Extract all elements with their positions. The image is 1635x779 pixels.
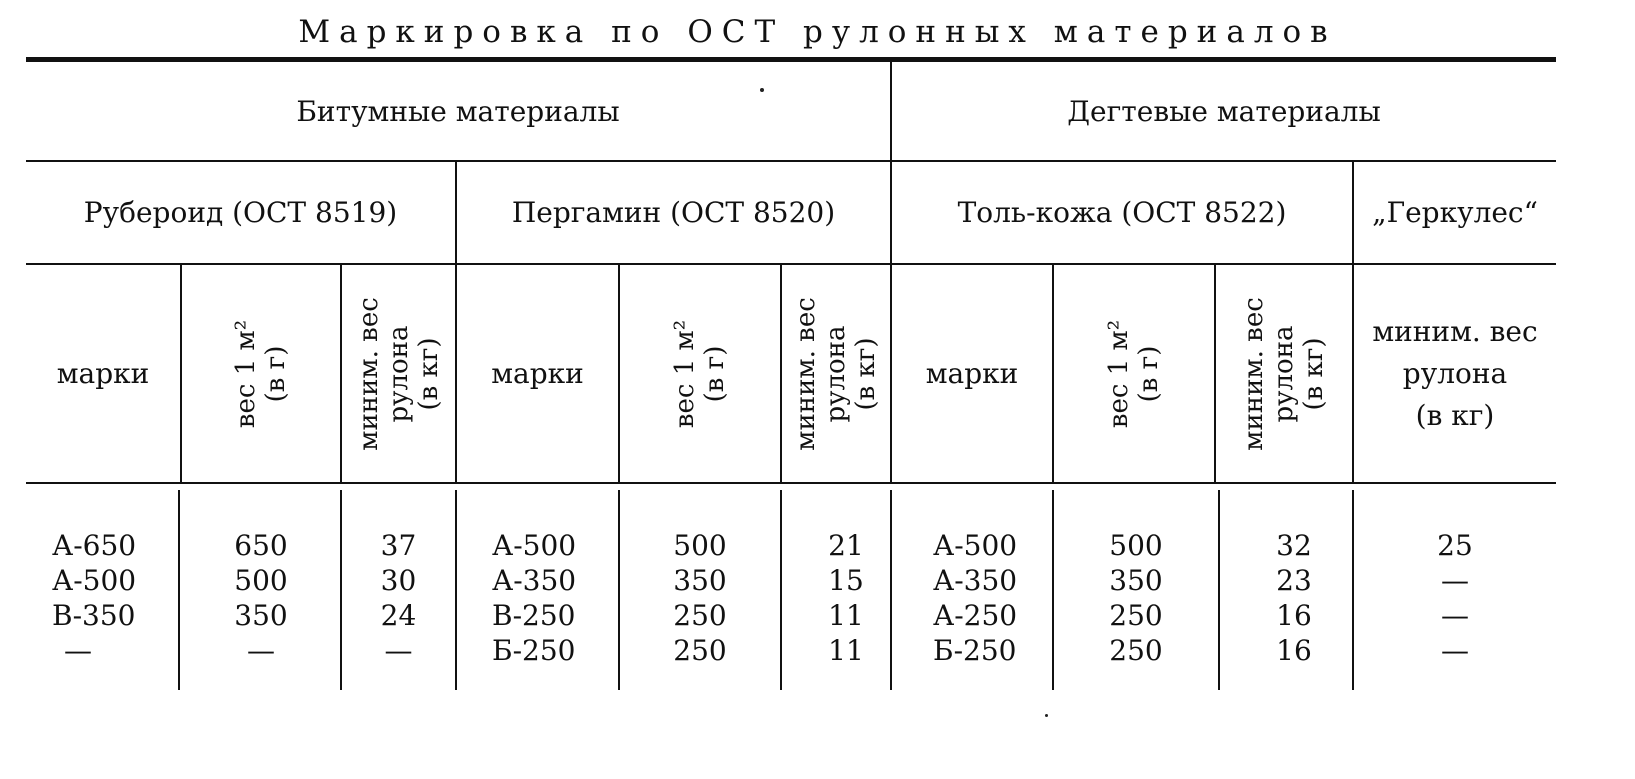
material-header-tol: Толь-кожа (ОСТ 8522)	[957, 196, 1287, 229]
col-header-marks: марки	[56, 357, 150, 390]
pergamin-weight-column	[620, 528, 780, 668]
table-cell: 250	[1109, 634, 1163, 667]
table-cell: —	[384, 634, 413, 667]
table-cell: 30	[380, 564, 417, 597]
table-cell: 250	[673, 599, 727, 632]
pergamin-minroll-column	[782, 528, 890, 668]
data-divider-3	[455, 490, 457, 690]
ruberoid-minroll-column	[342, 528, 455, 668]
table-cell: А-350	[933, 564, 1018, 597]
table-cell: —	[64, 634, 92, 667]
col-header-marks: марки	[491, 357, 584, 390]
col-header-marks: марки	[925, 357, 1019, 390]
table-cell: А-250	[933, 599, 1018, 632]
data-divider-1	[178, 490, 180, 690]
table-cell: А-650	[52, 529, 137, 562]
group-header-tar: Дегтевые материалы	[1067, 94, 1381, 128]
col-header-weight: вес 1 м² (в г)	[231, 319, 291, 428]
group-header-bitumen: Битумные материалы	[296, 94, 620, 128]
table-cell: 350	[234, 599, 288, 632]
table-cell: 500	[1109, 529, 1163, 562]
ruberoid-marks-column	[52, 528, 162, 668]
table-cell: 500	[673, 529, 727, 562]
table-cell: —	[247, 634, 275, 667]
tol-weight-column	[1054, 528, 1218, 668]
table-cell: А-350	[492, 564, 577, 597]
table-cell: 24	[380, 599, 417, 632]
table-cell: 25	[1437, 529, 1473, 562]
col-header-min-roll-weight: миним. вес рулона (в кг)	[1239, 296, 1329, 451]
material-header-hercules: „Геркулес“	[1372, 196, 1538, 229]
ruberoid-weight-column	[182, 528, 340, 668]
table-cell: А-500	[492, 529, 577, 562]
table-cell: 16	[1276, 599, 1312, 632]
table-cell: 500	[234, 564, 288, 597]
tol-minroll-column	[1220, 528, 1352, 668]
table-cell: 350	[673, 564, 727, 597]
table-cell: —	[1441, 634, 1469, 667]
tol-marks-column	[933, 528, 1048, 668]
table-cell: Б-250	[492, 634, 576, 667]
table-cell: 11	[828, 634, 864, 667]
header-bottom-rule	[26, 482, 1556, 484]
table-cell: В-350	[52, 599, 136, 632]
material-header-pergamin: Пергамин (ОСТ 8520)	[511, 196, 836, 229]
table-title: Маркировка по ОСТ рулонных материалов	[298, 14, 1337, 50]
col-header-hercules-min-roll: миним. вес рулона (в кг)	[1372, 314, 1538, 432]
table-cell: 250	[673, 634, 727, 667]
pergamin-marks-column	[492, 528, 612, 668]
table-cell: 250	[1109, 599, 1163, 632]
table-cell: А-500	[52, 564, 137, 597]
data-divider-6	[890, 490, 892, 690]
col-header-min-roll-weight: миним. вес рулона (в кг)	[353, 296, 444, 451]
table-cell: 15	[828, 564, 864, 597]
table-cell: 350	[1109, 564, 1163, 597]
col-header-weight: вес 1 м² (в г)	[1104, 319, 1164, 428]
table-cell: А-500	[933, 529, 1018, 562]
table-cell: 16	[1276, 634, 1312, 667]
print-speck	[1045, 714, 1048, 717]
table-cell: 37	[380, 529, 417, 562]
col-header-min-roll-weight: миним. вес рулона (в кг)	[791, 296, 881, 451]
table-cell: В-250	[492, 599, 576, 632]
material-header-ruberoid: Рубероид (ОСТ 8519)	[83, 196, 398, 229]
table-cell: 21	[828, 529, 864, 562]
col-header-weight: вес 1 м² (в г)	[670, 319, 730, 428]
table-cell: Б-250	[933, 634, 1017, 667]
table-cell: —	[1441, 564, 1469, 597]
table-cell: 32	[1276, 529, 1312, 562]
table-cell: 650	[234, 529, 288, 562]
table-cell: 11	[828, 599, 864, 632]
hercules-minroll-column	[1354, 528, 1556, 668]
print-speck	[760, 88, 764, 92]
table-cell: —	[1441, 599, 1469, 632]
table-cell: 23	[1276, 564, 1312, 597]
